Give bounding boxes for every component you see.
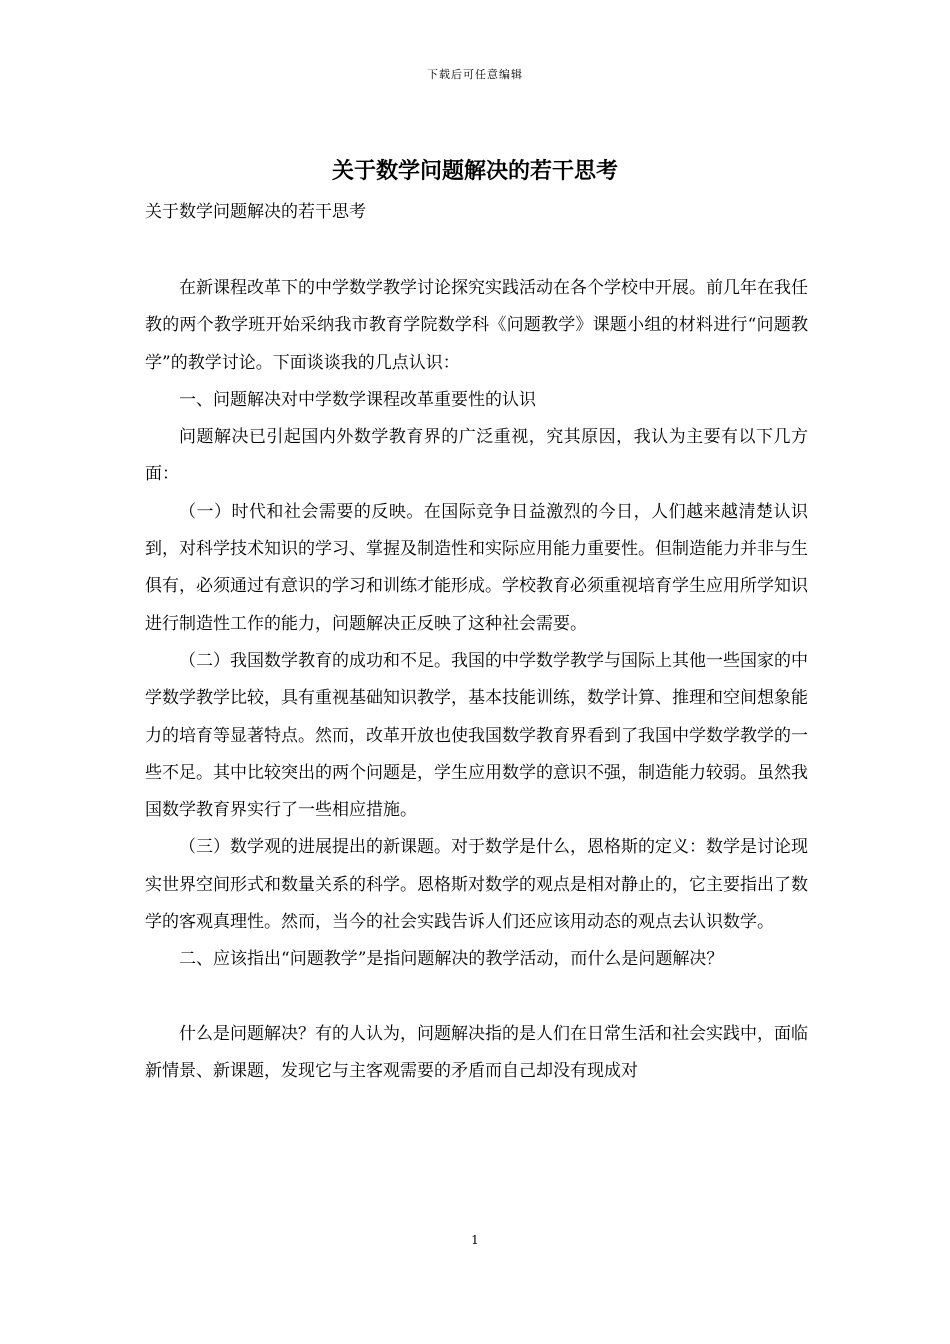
- section-heading-1: 一、问题解决对中学数学课程改革重要性的认识: [179, 389, 536, 410]
- paragraph-point-3: （三）数学观的进展提出的新课题。对于数学是什么，恩格斯的定义：数学是讨论现实世界空间形式和数量关系的科学。恩格斯对数学的观点是相对静止的，它主要指出了数学的客观真理性。然而，当今的社会实践告诉人们还应该用动态的观点去认识数学。: [145, 837, 808, 933]
- header-note: 下载后可任意编辑: [427, 68, 523, 81]
- paragraph: 问题解决已引起国内外数学教育界的广泛重视，究其原因，我认为主要有以下几方面：: [145, 427, 808, 485]
- paragraph-intro: 在新课程改革下的中学数学教学讨论探究实践活动在各个学校中开展。前几年在我任教的两个教学班开始采纳我市教育学院数学科《问题教学》课题小组的材料进行“问题教学”的教学讨论。下面谈谈我的几点认识：: [145, 278, 808, 373]
- paragraph-point-2: （二）我国数学教育的成功和不足。我国的中学数学教学与国际上其他一些国家的中学数学教学比较，具有重视基础知识教学，基本技能训练，数学计算、推理和空间想象能力的培育等显著特点。然而，改革开放也使我国数学教育界看到了我国中学数学教学的一些不足。其中比较突出的两个问题是，学生应用数学的意识不强，制造能力较弱。虽然我国数学教育界实行了一些相应措施。: [145, 650, 808, 821]
- document-subtitle: 关于数学问题解决的若干思考: [145, 202, 366, 222]
- document-body: [145, 270, 808, 1091]
- section-heading-2: 二、应该指出“问题教学”是指问题解决的教学活动，而什么是问题解决？: [179, 949, 724, 970]
- paragraph-point-1: （一）时代和社会需要的反映。在国际竞争日益激烈的今日，人们越来越清楚认识到，对科学技术知识的学习、掌握及制造性和实际应用能力重要性。但制造能力并非与生俱有，必须通过有意识的学习和训练才能形成。学校教育必须重视培育学生应用所学知识进行制造性工作的能力，问题解决正反映了这种社会需要。: [145, 501, 808, 634]
- page-number: 1: [471, 1233, 479, 1247]
- document-title: 关于数学问题解决的若干思考: [331, 158, 618, 184]
- paragraph: 什么是问题解决？有的人认为，问题解决指的是人们在日常生活和社会实践中，面临新情景、新课题，发现它与主客观需要的矛盾而自己却没有现成对: [145, 1023, 808, 1082]
